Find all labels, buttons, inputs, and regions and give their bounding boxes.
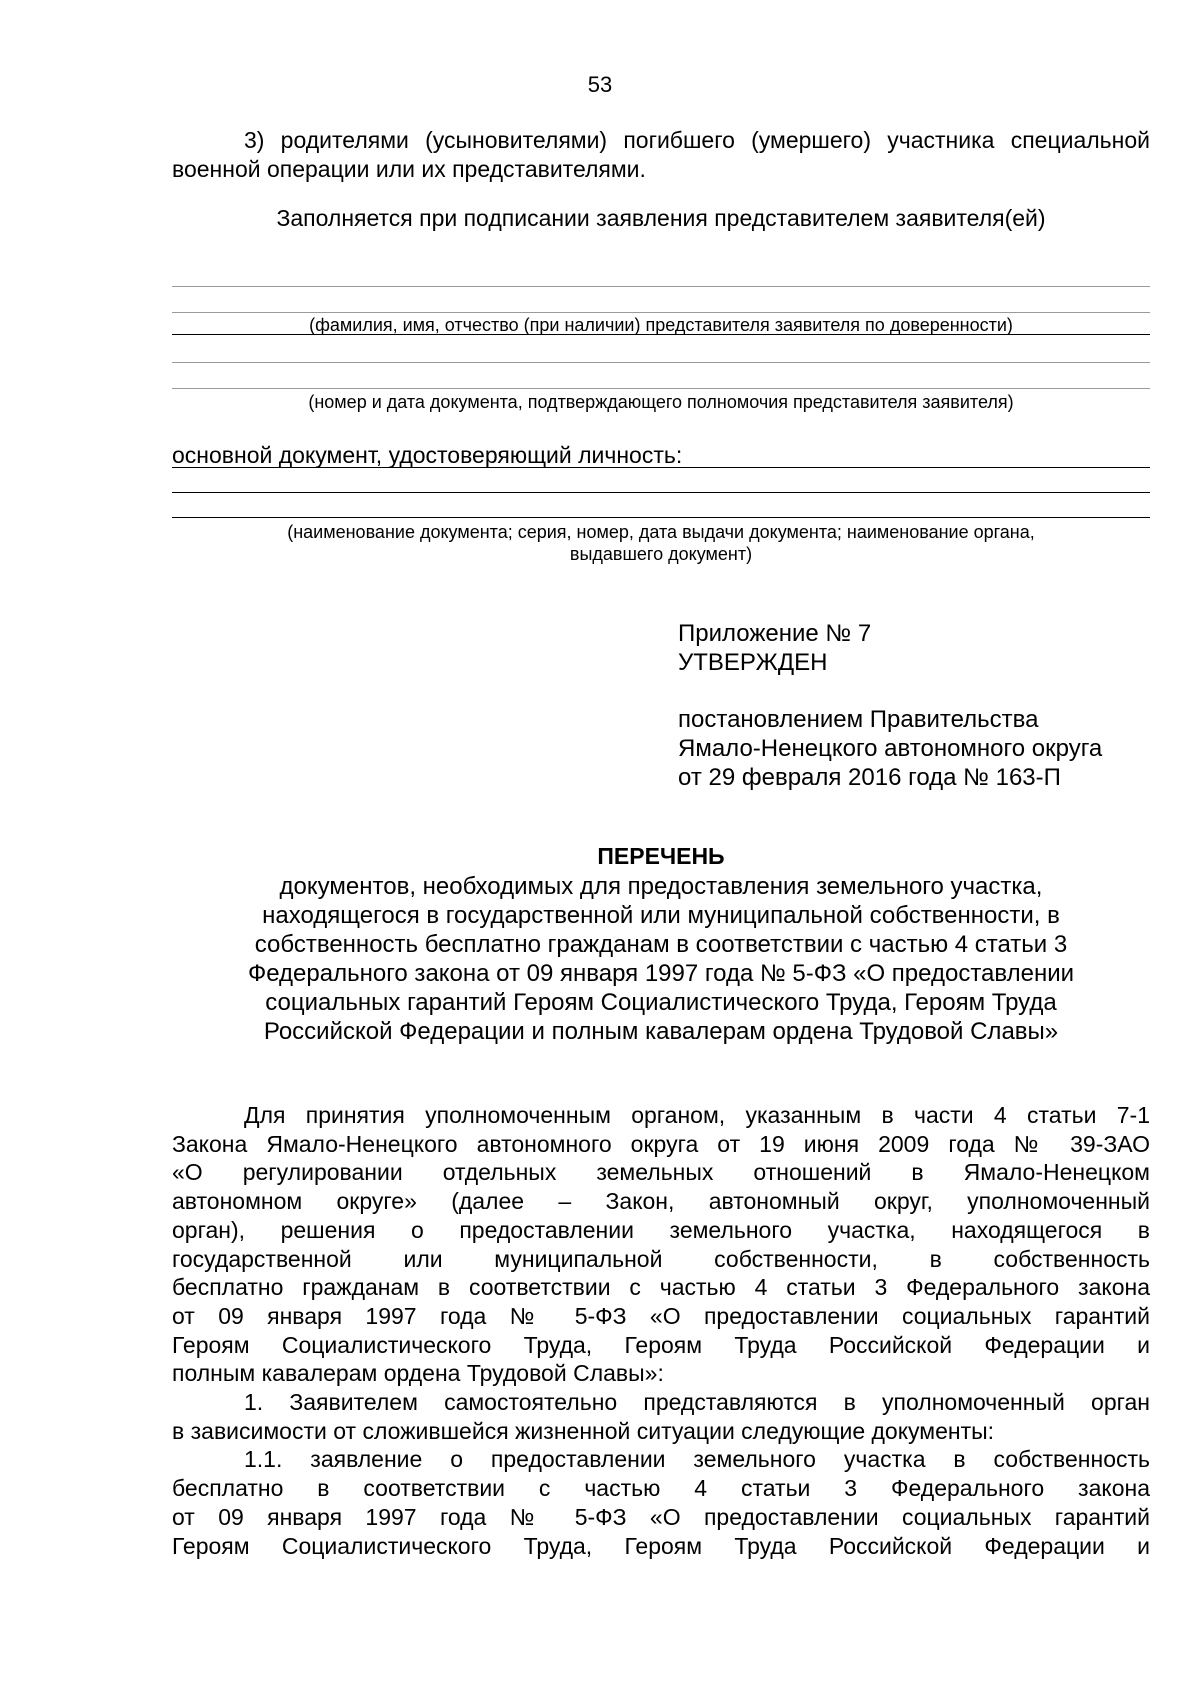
body-paragraph-1 [172, 1101, 1150, 1560]
decree-line: постановлением Правительства [678, 706, 1039, 733]
decree-line: Ямало-Ненецкого автономного округа [678, 735, 1103, 762]
page-number: 53 [587, 72, 613, 97]
subtitle-line: социальных гарантий Героям Социалистического Труда, Героям Труда [265, 989, 1057, 1016]
signature-line [172, 362, 1150, 363]
appendix-decree [678, 705, 1158, 792]
document-title: ПЕРЕЧЕНЬ [597, 843, 725, 869]
signature-line [172, 388, 1150, 389]
text-line: полным кавалерам ордена Трудовой Славы»: [172, 1360, 664, 1387]
rep-name-caption: (фамилия, имя, отчество (при наличии) представителя заявителя по доверенности) [309, 315, 1013, 335]
signature-line [172, 517, 1150, 518]
signature-line [172, 312, 1150, 313]
subtitle-line: собственность бесплатно гражданам в соответствии с частью 4 статьи 3 [254, 931, 1068, 958]
text-line: от 09 января 1997 года № 5-ФЗ «О предоставлении социальных гарантий [172, 1302, 1150, 1329]
signature-line [172, 334, 1150, 335]
id-doc-label: основной документ, удостоверяющий личность: [172, 442, 683, 468]
decree-line: от 29 февраля 2016 года № 163-П [678, 764, 1061, 791]
text-line: 3) родителями (усыновителями) погибшего (умершего) участника специальной [244, 127, 1150, 153]
text-line: Героям Социалистического Труда, Героям Труда Российской Федерации и [172, 1532, 1150, 1559]
text-line: бесплатно в соответствии с частью 4 статьи 3 Федерального закона [172, 1475, 1150, 1502]
signature-line [172, 467, 1150, 468]
subtitle-line: находящегося в государственной или муниципальной собственности, в [262, 902, 1060, 929]
text-line: Для принятия уполномоченным органом, указанным в части 4 статьи 7-1 [244, 1102, 1150, 1128]
text-line: 1.1. заявление о предоставлении земельного участка в собственность [244, 1446, 1150, 1473]
appendix-number: Приложение № 7 [678, 620, 872, 647]
caption-line: (наименование документа; серия, номер, дата выдачи документа; наименование органа, [287, 522, 1035, 542]
fill-note: Заполняется при подписании заявления представителем заявителя(ей) [276, 205, 1046, 231]
signature-line [172, 286, 1150, 287]
text-line: Закона Ямало-Ненецкого автономного округа от 19 июня 2009 года № 39-ЗАО [172, 1130, 1150, 1157]
appendix-header [678, 619, 1158, 677]
text-line: автономном округе» (далее – Закон, автономный округ, уполномоченный [172, 1188, 1150, 1215]
text-line: военной операции или их представителями. [172, 155, 646, 182]
item-3-paragraph [172, 126, 1150, 183]
text-line: бесплатно гражданам в соответствии с частью 4 статьи 3 Федерального закона [172, 1274, 1150, 1301]
approved-label: УТВЕРЖДЕН [678, 649, 828, 676]
id-doc-caption [172, 521, 1150, 565]
document-subtitle [172, 872, 1150, 1046]
signature-line [172, 492, 1150, 493]
subtitle-line: Российской Федерации и полным кавалерам ордена Трудовой Славы» [263, 1018, 1059, 1045]
subtitle-line: Федерального закона от 09 января 1997 года № 5-ФЗ «О предоставлении [247, 960, 1075, 987]
text-line: Героям Социалистического Труда, Героям Труда Российской Федерации и [172, 1331, 1150, 1358]
subtitle-line: документов, необходимых для предоставления земельного участка, [279, 873, 1043, 900]
text-line: 1. Заявителем самостоятельно представляются в уполномоченный орган [244, 1389, 1150, 1416]
text-line: государственной или муниципальной собственности, в собственность [172, 1245, 1150, 1272]
text-line: орган), решения о предоставлении земельного участка, находящегося в [172, 1216, 1150, 1243]
text-line: «О регулировании отдельных земельных отношений в Ямало-Ненецком [172, 1159, 1150, 1186]
rep-doc-caption: (номер и дата документа, подтверждающего полномочия представителя заявителя) [308, 392, 1014, 412]
text-line: от 09 января 1997 года № 5-ФЗ «О предоставлении социальных гарантий [172, 1503, 1150, 1530]
text-line: в зависимости от сложившейся жизненной ситуации следующие документы: [172, 1417, 995, 1444]
caption-line: выдавшего документ) [569, 544, 753, 564]
